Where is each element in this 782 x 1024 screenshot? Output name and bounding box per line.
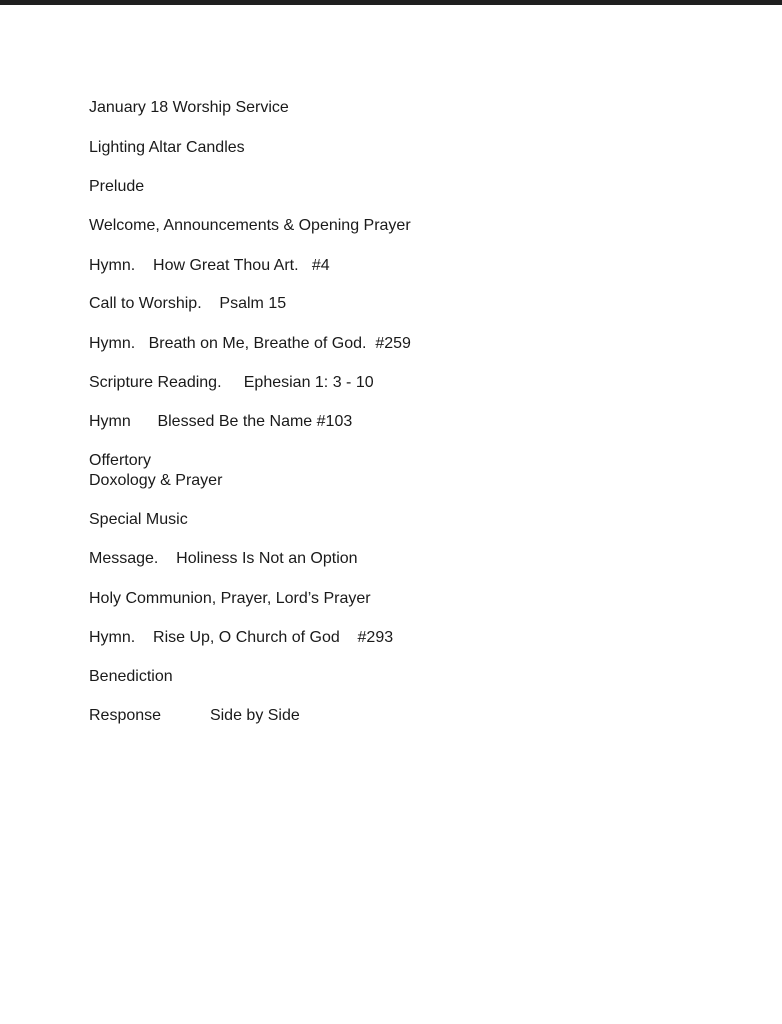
order-item-doxology: Doxology & Prayer — [89, 472, 223, 489]
order-item-welcome: Welcome, Announcements & Opening Prayer — [89, 217, 411, 234]
order-item-hymn-3: Hymn Blessed Be the Name #103 — [89, 413, 353, 430]
order-item-call-to-worship: Call to Worship. Psalm 15 — [89, 295, 287, 312]
order-item-scripture: Scripture Reading. Ephesian 1: 3 - 10 — [89, 374, 374, 391]
order-item-offertory: Offertory — [89, 452, 151, 469]
order-item-benediction: Benediction — [89, 668, 173, 685]
order-item-candles: Lighting Altar Candles — [89, 139, 245, 156]
order-item-prelude: Prelude — [89, 178, 145, 195]
order-item-communion: Holy Communion, Prayer, Lord’s Prayer — [89, 590, 371, 607]
order-item-hymn-2: Hymn. Breath on Me, Breathe of God. #259 — [89, 335, 411, 352]
document-title: January 18 Worship Service — [89, 99, 289, 116]
order-item-message: Message. Holiness Is Not an Option — [89, 550, 358, 567]
order-item-hymn-4: Hymn. Rise Up, O Church of God #293 — [89, 629, 394, 646]
order-item-response: Response Side by Side — [89, 707, 300, 724]
order-item-special-music: Special Music — [89, 511, 188, 528]
order-item-hymn-1: Hymn. How Great Thou Art. #4 — [89, 257, 330, 274]
